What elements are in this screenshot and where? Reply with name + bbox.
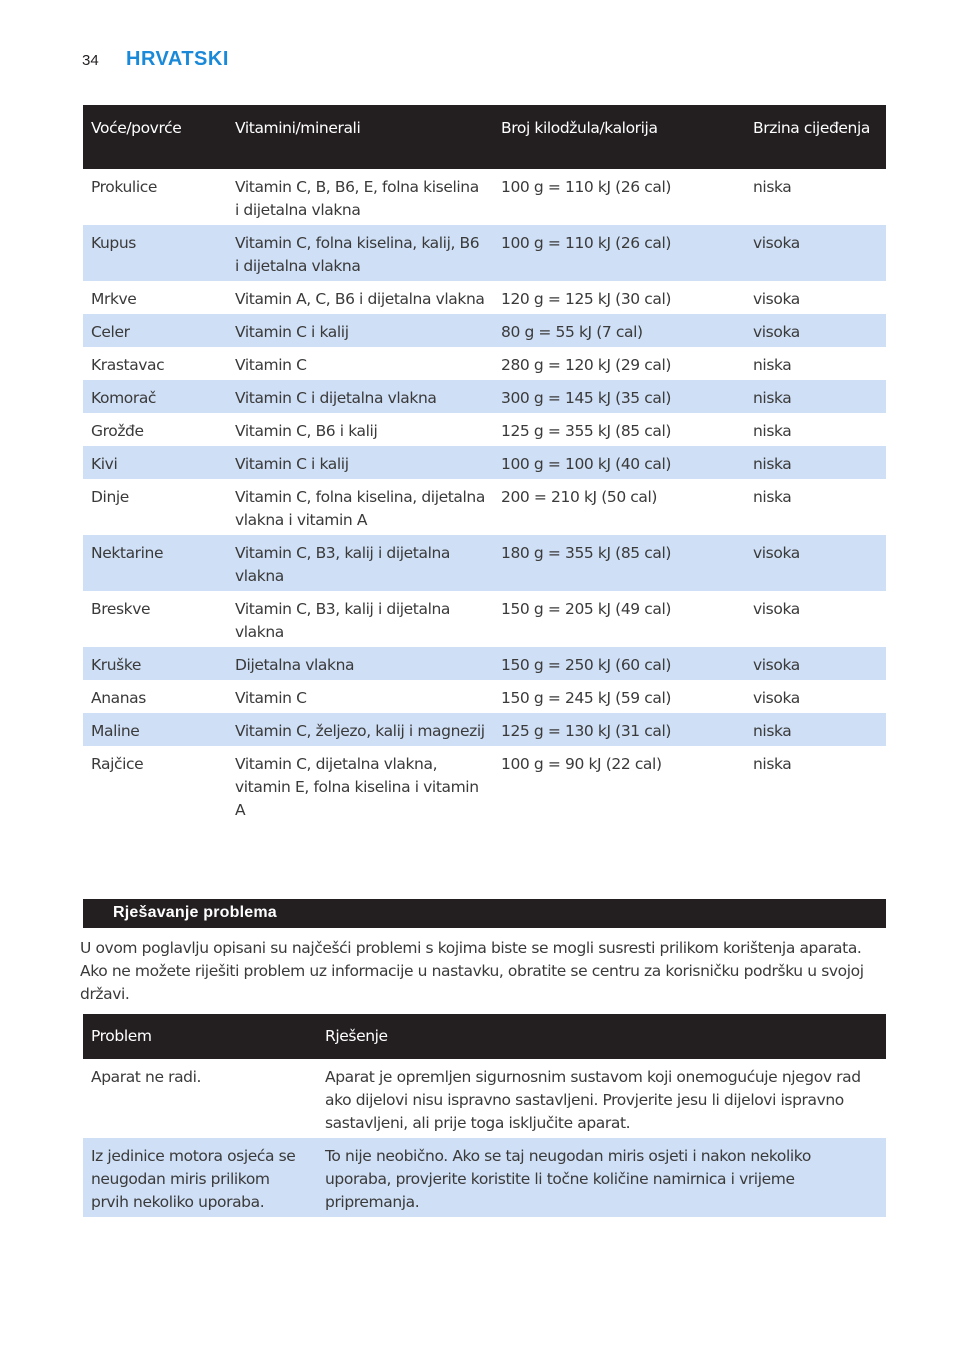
cell-fruit: Ananas — [91, 689, 146, 707]
table-row — [83, 713, 886, 746]
troubleshooting-table — [83, 1014, 886, 1217]
cell-speed: niska — [753, 488, 792, 506]
language-heading: HRVATSKI — [126, 48, 229, 70]
table-row — [83, 746, 886, 825]
cell-fruit: Komorač — [83, 380, 227, 413]
column-header-solution: Rješenje — [317, 1014, 886, 1059]
cell-calories: 100 g = 110 kJ (26 cal) — [493, 225, 745, 281]
cell-speed: niska — [753, 422, 792, 440]
cell-vitamins: Dijetalna vlakna — [227, 647, 493, 680]
column-header-calories: Broj kilodžula/kalorija — [493, 105, 745, 169]
cell-fruit: Mrkve — [91, 290, 137, 308]
cell-vitamins: Vitamin C i dijetalna vlakna — [227, 380, 493, 413]
cell-calories: 200 = 210 kJ (50 cal) — [501, 488, 658, 506]
cell-speed: niska — [745, 380, 886, 413]
table-row — [83, 1059, 886, 1138]
cell-calories: 150 g = 250 kJ (60 cal) — [493, 647, 745, 680]
cell-calories: 100 g = 110 kJ (26 cal) — [501, 178, 672, 196]
cell-calories: 125 g = 355 kJ (85 cal) — [501, 422, 672, 440]
cell-calories: 280 g = 120 kJ (29 cal) — [501, 356, 672, 374]
cell-vitamins: Vitamin C, dijetalna vlakna, vitamin E, folna kiselina i vitamin A — [235, 755, 479, 819]
table-row — [83, 281, 886, 314]
table-row — [83, 446, 886, 479]
cell-fruit: Breskve — [91, 600, 151, 618]
nutrition-table — [83, 105, 886, 825]
table-row — [83, 479, 886, 535]
cell-solution: Aparat je opremljen sigurnosnim sustavom koji onemogućuje njegov rad ako dijelovi nisu ispravno sastavljeni. Provjerite jesu li dijelovi ispravno sastavljeni, ali prije toga isključite aparat. — [325, 1068, 861, 1132]
cell-vitamins: Vitamin C, željezo, kalij i magnezij — [227, 713, 493, 746]
cell-vitamins: Vitamin C, B6 i kalij — [235, 422, 378, 440]
column-header-problem: Problem — [83, 1014, 317, 1059]
column-header-vitamins: Vitamini/minerali — [227, 105, 493, 169]
table-row — [83, 380, 886, 413]
table-row — [83, 647, 886, 680]
cell-speed: niska — [753, 178, 792, 196]
cell-speed: niska — [745, 713, 886, 746]
cell-speed: visoka — [745, 647, 886, 680]
cell-vitamins: Vitamin C, B3, kalij i dijetalna vlakna — [235, 600, 451, 641]
cell-vitamins: Vitamin C, folna kiselina, kalij, B6 i dijetalna vlakna — [227, 225, 493, 281]
cell-calories: 100 g = 90 kJ (22 cal) — [501, 755, 662, 773]
cell-fruit: Dinje — [91, 488, 129, 506]
section-header-bar — [83, 899, 886, 928]
cell-fruit: Rajčice — [91, 755, 144, 773]
cell-speed: niska — [753, 356, 792, 374]
cell-fruit: Kupus — [83, 225, 227, 281]
section-title: Rješavanje problema — [113, 904, 277, 921]
cell-vitamins: Vitamin C — [235, 356, 307, 374]
table-row — [83, 1138, 886, 1217]
cell-speed: visoka — [745, 314, 886, 347]
column-header-speed: Brzina cijeđenja — [745, 105, 886, 169]
table-row — [83, 680, 886, 713]
cell-calories: 80 g = 55 kJ (7 cal) — [493, 314, 745, 347]
cell-speed: niska — [745, 446, 886, 479]
cell-fruit: Krastavac — [91, 356, 165, 374]
cell-calories: 180 g = 355 kJ (85 cal) — [493, 535, 745, 591]
cell-fruit: Maline — [83, 713, 227, 746]
table-row — [83, 591, 886, 647]
cell-calories: 125 g = 130 kJ (31 cal) — [493, 713, 745, 746]
cell-problem: Aparat ne radi. — [91, 1068, 202, 1086]
cell-speed: niska — [753, 755, 792, 773]
cell-vitamins: Vitamin C, folna kiselina, dijetalna vlakna i vitamin A — [235, 488, 485, 529]
table-row — [83, 169, 886, 225]
table-row — [83, 413, 886, 446]
troubleshooting-intro: U ovom poglavlju opisani su najčešći problemi s kojima biste se mogli susresti prilikom korištenja aparata. Ako ne možete riješiti problem uz informacije u nastavku, obratite se centru za korisničku podršku u svojoj državi. — [80, 939, 864, 1003]
cell-calories: 300 g = 145 kJ (35 cal) — [493, 380, 745, 413]
cell-fruit: Kivi — [83, 446, 227, 479]
cell-fruit: Celer — [83, 314, 227, 347]
cell-speed: visoka — [753, 600, 800, 618]
table-header-row — [83, 1014, 886, 1059]
cell-speed: visoka — [745, 225, 886, 281]
cell-calories: 120 g = 125 kJ (30 cal) — [501, 290, 672, 308]
cell-calories: 150 g = 205 kJ (49 cal) — [501, 600, 672, 618]
table-row — [83, 225, 886, 281]
page-number: 34 — [82, 52, 99, 69]
cell-vitamins: Vitamin C, B, B6, E, folna kiselina i dijetalna vlakna — [235, 178, 479, 219]
cell-vitamins: Vitamin C i kalij — [227, 314, 493, 347]
cell-vitamins: Vitamin C, B3, kalij i dijetalna vlakna — [227, 535, 493, 591]
cell-vitamins: Vitamin C — [235, 689, 307, 707]
cell-fruit: Prokulice — [91, 178, 157, 196]
cell-fruit: Kruške — [83, 647, 227, 680]
table-header-row — [83, 105, 886, 169]
table-row — [83, 314, 886, 347]
cell-vitamins: Vitamin A, C, B6 i dijetalna vlakna — [235, 290, 485, 308]
table-row — [83, 347, 886, 380]
cell-speed: visoka — [745, 535, 886, 591]
cell-vitamins: Vitamin C i kalij — [227, 446, 493, 479]
cell-solution: To nije neobično. Ako se taj neugodan miris osjeti i nakon nekoliko uporaba, provjerite koristite li točne količine namirnica i vrijeme pripremanja. — [317, 1138, 886, 1217]
cell-calories: 150 g = 245 kJ (59 cal) — [501, 689, 672, 707]
column-header-fruit: Voće/povrće — [83, 105, 227, 169]
cell-fruit: Grožđe — [91, 422, 144, 440]
cell-problem: Iz jedinice motora osjeća se neugodan miris prilikom prvih nekoliko uporaba. — [83, 1138, 317, 1217]
cell-calories: 100 g = 100 kJ (40 cal) — [493, 446, 745, 479]
cell-speed: visoka — [753, 689, 800, 707]
cell-speed: visoka — [753, 290, 800, 308]
cell-fruit: Nektarine — [83, 535, 227, 591]
table-row — [83, 535, 886, 591]
